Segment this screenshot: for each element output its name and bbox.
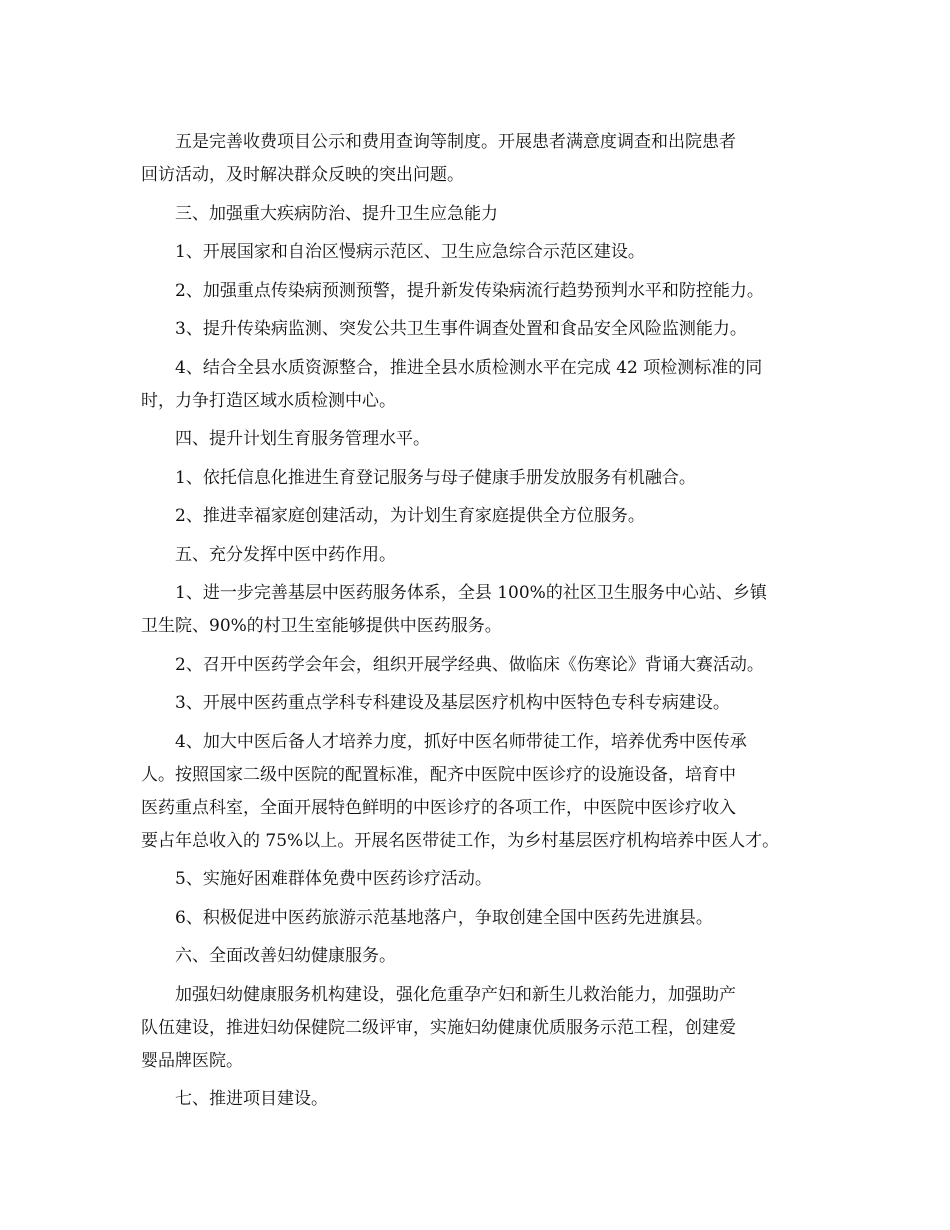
list-item-4-1	[141, 462, 831, 495]
section-heading-6	[141, 940, 831, 973]
text-line: 回访活动，及时解决群众反映的突出问题。	[141, 165, 464, 185]
heading-text: 六、全面改善妇幼健康服务。	[175, 946, 396, 966]
list-item-5-6	[141, 902, 831, 935]
text-line: 1、进一步完善基层中医药服务体系，全县 100%的社区卫生服务中心站、乡镇	[175, 583, 767, 603]
heading-text: 五、充分发挥中医中药作用。	[175, 544, 396, 565]
text-line: 要占年总收入的 75%以上。开展名医带徒工作，为乡村基层医疗机构培养中医人才。	[141, 830, 780, 851]
list-item-5-1	[141, 577, 831, 643]
text-line: 6、积极促进中医药旅游示范基地落户，争取创建全国中医药先进旗县。	[175, 907, 713, 928]
text-line: 3、提升传染病监测、突发公共卫生事件调查处置和食品安全风险监测能力。	[175, 319, 747, 339]
text-line: 5、实施好困难群体免费中医药诊疗活动。	[175, 869, 492, 889]
list-item-5-5	[141, 863, 831, 896]
list-item-5-4	[141, 726, 831, 858]
text-line: 1、开展国家和自治区慢病示范区、卫生应急综合示范区建设。	[175, 242, 645, 262]
text-line: 婴品牌医院。	[141, 1050, 243, 1071]
text-line: 2、加强重点传染病预测预警，提升新发传染病流行趋势预判水平和防控能力。	[175, 280, 764, 301]
list-item-3-1	[141, 236, 831, 269]
paragraph-maternal-child	[141, 979, 831, 1078]
text-line: 五是完善收费项目公示和费用查询等制度。开展患者满意度调查和出院患者	[175, 132, 736, 152]
text-line: 2、推进幸福家庭创建活动，为计划生育家庭提供全方位服务。	[175, 506, 645, 526]
list-item-3-2	[141, 275, 831, 308]
list-item-3-3	[141, 313, 831, 346]
list-item-5-2	[141, 649, 831, 682]
list-item-5-3	[141, 687, 831, 720]
heading-text: 七、推进项目建设。	[175, 1089, 328, 1109]
text-line: 2、召开中医药学会年会，组织开展学经典、做临床《伤寒论》背诵大赛活动。	[175, 654, 764, 675]
paragraph-fees-disclosure	[141, 126, 831, 192]
document-body	[141, 126, 831, 1122]
text-line: 4、加大中医后备人才培养力度，抓好中医名师带徒工作，培养优秀中医传承	[175, 731, 747, 752]
list-item-3-4	[141, 352, 831, 418]
text-line: 1、依托信息化推进生育登记服务与母子健康手册发放服务有机融合。	[175, 467, 696, 488]
text-line: 时，力争打造区域水质检测中心。	[141, 390, 396, 411]
text-line: 3、开展中医药重点学科专科建设及基层医疗机构中医特色专科专病建设。	[175, 693, 730, 713]
heading-text: 四、提升计划生育服务管理水平。	[175, 429, 430, 449]
text-line: 加强妇幼健康服务机构建设，强化危重孕产妇和新生儿救治能力，加强助产	[175, 984, 736, 1005]
text-line: 医药重点科室，全面开展特色鲜明的中医诊疗的各项工作，中医院中医诊疗收入	[141, 797, 736, 818]
text-line: 4、结合全县水质资源整合，推进全县水质检测水平在完成 42 项检测标准的同	[175, 357, 763, 378]
text-line: 人。按照国家二级中医院的配置标准，配齐中医院中医诊疗的设施设备，培育中	[141, 764, 736, 785]
list-item-4-2	[141, 500, 831, 533]
heading-text: 三、加强重大疾病防治、提升卫生应急能力	[175, 203, 498, 224]
section-heading-5	[141, 539, 831, 572]
text-line: 队伍建设，推进妇幼保健院二级评审，实施妇幼健康优质服务示范工程，创建爱	[141, 1017, 736, 1038]
section-heading-4	[141, 423, 831, 456]
section-heading-7	[141, 1083, 831, 1116]
text-line: 卫生院、90%的村卫生室能够提供中医药服务。	[141, 616, 502, 636]
section-heading-3	[141, 198, 831, 231]
